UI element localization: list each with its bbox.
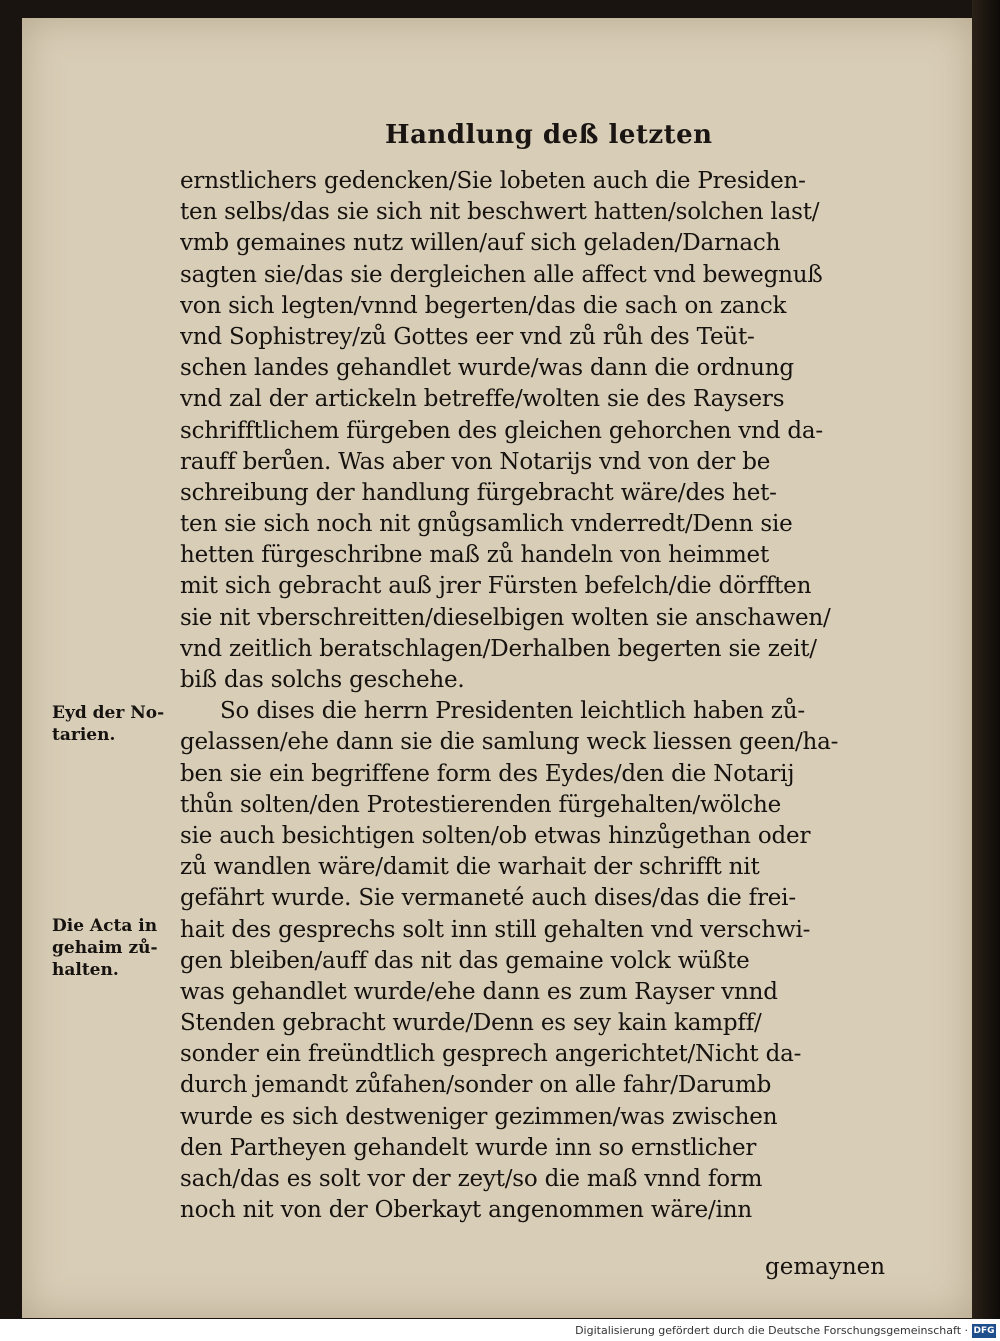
text-line: So dises die herrn Presidenten leichtlich haben zů- <box>220 698 805 725</box>
text-line: sie auch besichtigen solten/ob etwas hinzůgethan oder <box>180 822 811 849</box>
text-line: schreibung der handlung fürgebracht wäre/des het- <box>180 479 777 506</box>
body-text <box>180 166 890 1226</box>
text-line: vmb gemaines nutz willen/auf sich geladen/Darnach <box>180 230 781 257</box>
text-line: zů wandlen wäre/damit die warhait der schrifft nit <box>180 854 760 881</box>
text-line: hetten fürgeschribne maß zů handeln von heimmet <box>180 542 770 569</box>
text-line: ben sie ein begriffene form des Eydes/den die Notarij <box>180 760 795 787</box>
text-line: schen landes gehandlet wurde/was dann die ordnung <box>180 355 794 382</box>
text-line: wurde es sich destweniger gezimmen/was zwischen <box>180 1103 778 1130</box>
text-line: sonder ein freündtlich gesprech angerichtet/Nicht da- <box>180 1041 802 1068</box>
text-line: was gehandlet wurde/ehe dann es zum Rayser vnnd <box>180 978 778 1005</box>
text-line: vnd zal der artickeln betreffe/wolten sie des Raysers <box>180 386 785 413</box>
text-line: vnd zeitlich beratschlagen/Derhalben begerten sie zeit/ <box>180 635 817 662</box>
text-line: ten selbs/das sie sich nit beschwert hatten/solchen last/ <box>180 199 820 226</box>
text-line: sach/das es solt vor der zeyt/so die maß vnnd form <box>180 1166 763 1192</box>
text-line: vnd Sophistrey/zů Gottes eer vnd zů růh des Teüt- <box>180 323 755 350</box>
footer-credit: Digitalisierung gefördert durch die Deutsche Forschungsgemeinschaft · <box>575 1324 968 1337</box>
text-line: ten sie sich noch nit gnůgsamlich vnderredt/Denn sie <box>180 511 793 538</box>
text-line: gefährt wurde. Sie vermaneté auch dises/das die frei- <box>180 885 796 912</box>
text-line: mit sich gebracht auß jrer Fürsten befelch/die dörfften <box>180 573 812 600</box>
margin-note-eyd: Eyd der No- tarien. <box>52 703 165 745</box>
text-line: biß das solchs geschehe. <box>180 667 465 693</box>
text-line: rauff berůen. Was aber von Notarijs vnd von der be <box>180 448 771 475</box>
text-line: von sich legten/vnnd begerten/das die sach on zanck <box>180 292 787 319</box>
text-line: sie nit vberschreitten/dieselbigen wolten sie anschawen/ <box>180 604 831 631</box>
text-line: thůn solten/den Protestierenden fürgehalten/wölche <box>180 791 782 818</box>
margin-note-acta: Die Acta in gehaim zů- halten. <box>52 916 158 980</box>
text-line: den Partheyen gehandelt wurde inn so ernstlicher <box>180 1134 757 1161</box>
text-line: Stenden gebracht wurde/Denn es sey kain kampff/ <box>180 1010 762 1037</box>
catchword: gemaynen <box>765 1254 886 1280</box>
text-line: hait des gesprechs solt inn still gehalten vnd verschwi- <box>180 916 811 943</box>
footer-bar <box>0 1319 1000 1341</box>
text-line: durch jemandt zůfahen/sonder on alle fahr/Darumb <box>180 1072 772 1099</box>
dfg-logo: DFG <box>973 1326 995 1336</box>
text-line: gelassen/ehe dann sie die samlung weck liessen geen/ha- <box>180 729 839 756</box>
adjacent-page-edge <box>972 0 1000 1341</box>
text-line: sagten sie/das sie dergleichen alle affect vnd bewegnuß <box>180 261 823 288</box>
text-line: ernstlichers gedencken/Sie lobeten auch die Presiden- <box>180 168 806 194</box>
text-line: gen bleiben/auff das nit das gemaine volck wüßte <box>180 947 750 974</box>
text-line: noch nit von der Oberkayt angenommen wäre/inn <box>180 1197 752 1224</box>
text-line: schrifftlichem fürgeben des gleichen gehorchen vnd da- <box>180 417 823 444</box>
running-head: Handlung deß letzten <box>385 120 713 150</box>
